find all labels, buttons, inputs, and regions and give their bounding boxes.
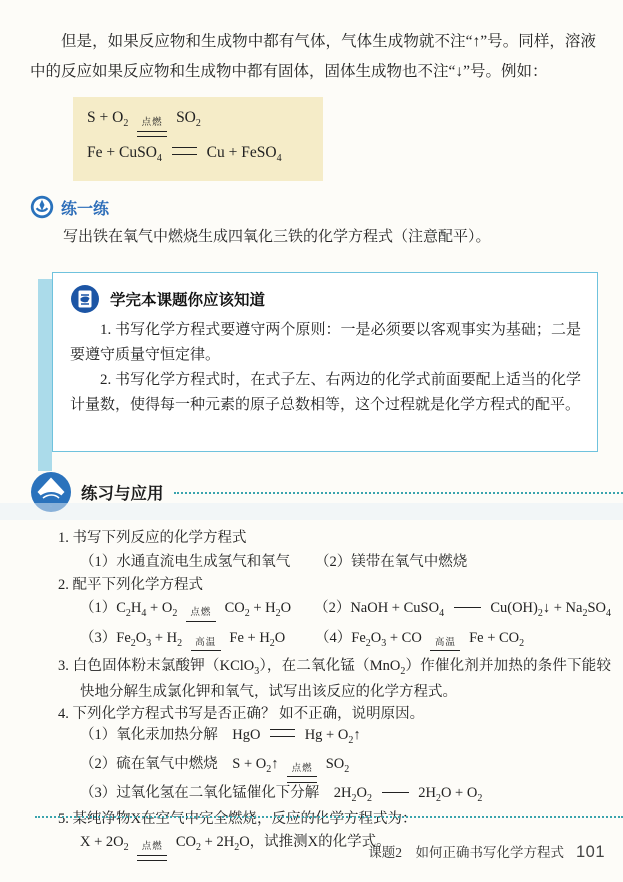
practice-title: 练一练 (61, 200, 110, 218)
know-point: 2. 书写化学方程式时，在式子左、右两边的化学式前面要配上适当的化学计量数，使得每一种元素的原子总数相等，这个过程就是化学方程式的配平。 (70, 372, 581, 413)
exercise-item: 3. 白色固体粉末氯酸钾（KClO$_3$），在二氧化锰（MnO$_2$）作催化剂并加热的条件下能较快地分解生成氯化钾和氧气，试写出该反应的化学方程式。 (58, 657, 611, 701)
know-box-title: 学完本课题你应该知道 (110, 292, 266, 309)
know-box (38, 272, 598, 452)
exercise-item: 2. 配平下列化学方程式 (58, 576, 203, 593)
exercise-item: 5. 某纯净物X在空气中完全燃烧，反应的化学方程式为： (58, 810, 417, 827)
dotted-divider (35, 816, 623, 818)
page-footer (368, 841, 605, 862)
know-box-card (52, 272, 598, 452)
exercise-item: 1. 书写下列反应的化学方程式 (58, 530, 247, 546)
know-box-header (70, 284, 581, 314)
exercise-item: 4. 下列化学方程式书写是否正确？ 如不正确，说明原因。 (58, 705, 425, 722)
footer-chapter-title: 课题2 如何正确书写化学方程式 (368, 845, 564, 860)
exercise-subitems (30, 550, 611, 575)
example-equation-box (73, 97, 323, 181)
exercise-subitem: （1）水通直流电生成氢气和氧气 (80, 553, 291, 570)
equation: $(3)Fe_2O_3 + H_2$ 高温 $Fe + H_2O$ (80, 626, 315, 656)
practice-section (30, 195, 593, 246)
exercises-section (30, 470, 623, 882)
background-tint-band (0, 503, 623, 520)
equation: $(1)C_2H_4 + O_2$ 点燃 $CO_2 + H_2O$ (80, 596, 314, 626)
know-point: 1. 书写化学方程式要遵守两个原则：一是必须要以客观事实为基础；二是要遵守质量守恒定律。 (70, 322, 581, 363)
intro-paragraph: 但是，如果反应物和生成物中都有气体，气体生成物就不注“↑”号。同样，溶液中的反应如果反应物和生成物中都有固体，固体生成物也不注“↓”号。例如： (30, 32, 596, 80)
hand-note-icon (70, 284, 100, 314)
equation: （2）NaOH + CuSO$_4$ $Cu(OH)_2↓ + Na_2SO_4$ (314, 600, 611, 619)
equation: （1）氧化汞加热分解 HgO $Hg + O_2↑$ (80, 727, 361, 747)
equation: Fe + CuSO$_4$ Cu + FeSO$_4$ (87, 144, 282, 165)
equation: $X + 2O_2$ 点燃 $CO_2 + 2H_2O$，试推测X的化学式。 (30, 830, 611, 861)
exercise-subitems (30, 596, 611, 626)
dotted-divider (174, 492, 623, 494)
exercise-subitem: （2）镁带在氧气中燃烧 (315, 553, 468, 570)
exercise-subitems (30, 626, 611, 656)
exercises-list (30, 528, 623, 861)
pen-in-circle-icon (30, 195, 54, 219)
practice-text: 写出铁在氧气中燃烧生成四氧化三铁的化学方程式（注意配平）。 (63, 229, 491, 245)
equation: （2）硫在氧气中燃烧 $S + O_2↑$ 点燃 $SO_2$ (30, 752, 611, 783)
practice-header (30, 195, 593, 219)
equation: $S + O_2$ 点燃 $SO_2$ (87, 103, 309, 138)
know-box-points (70, 318, 581, 418)
footer-page-number: 101 (575, 843, 605, 861)
exercises-title: 练习与应用 (81, 485, 164, 503)
know-box-accent-bar (38, 279, 52, 471)
equation: （3）过氧化氢在二氧化锰催化下分解 $2H_2O_2$ $2H_2O + O_2$ (80, 784, 483, 804)
equation: $(4)Fe_2O_3$ + CO 高温 $Fe + CO_2$ (315, 626, 524, 656)
